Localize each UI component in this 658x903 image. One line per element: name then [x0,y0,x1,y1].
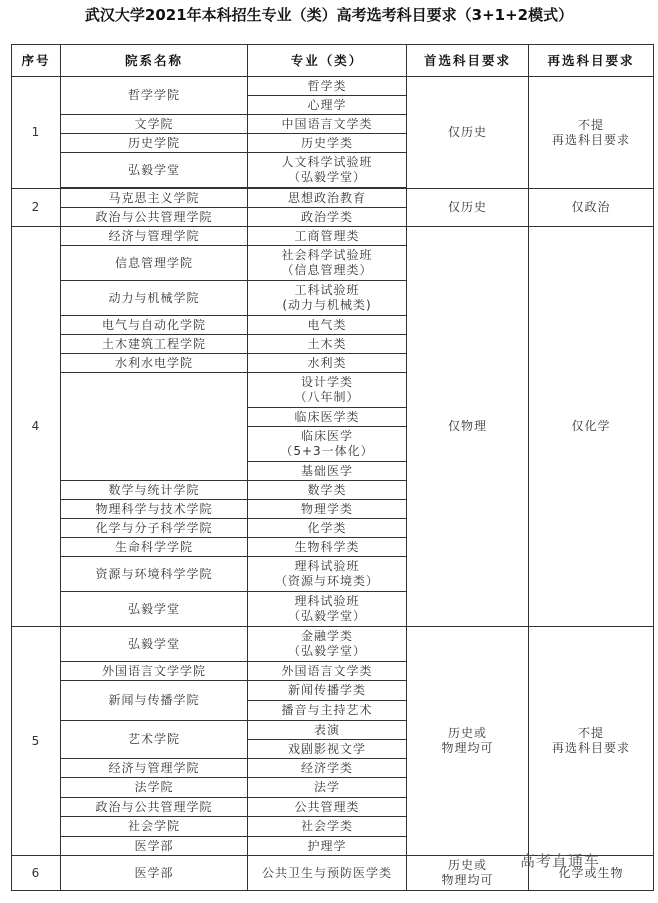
seq-cell: 2 [12,189,61,227]
header-seq: 序号 [12,45,61,77]
table-row [12,77,654,96]
major-cell: 经济学类 [248,759,407,778]
seq-cell: 1 [12,77,61,189]
major-cell: 化学类 [248,519,407,538]
table-row [12,189,654,208]
school-cell: 电气与自动化学院 [61,316,248,335]
major-cell: 戏剧影视文学 [248,740,407,759]
header-second-choice: 再选科目要求 [529,45,654,77]
school-cell: 艺术学院 [61,721,248,759]
first-choice-cell: 仅物理 [407,227,529,627]
school-cell: 文学院 [61,115,248,134]
major-cell: 中国语言文学类 [248,115,407,134]
header-row [12,45,654,77]
school-cell: 新闻与传播学院 [61,681,248,721]
school-cell: 弘毅学堂 [61,627,248,662]
school-cell: 经济与管理学院 [61,227,248,246]
table-row [12,627,654,662]
school-cell: 生命科学学院 [61,538,248,557]
school-cell: 马克思主义学院 [61,189,248,208]
major-cell: 公共管理类 [248,798,407,817]
major-cell: 社会学类 [248,817,407,837]
school-cell: 历史学院 [61,134,248,153]
major-cell: 临床医学类 [248,408,407,427]
school-cell: 数学与统计学院 [61,481,248,500]
second-choice-line: 不提 [577,117,604,132]
first-choice-cell: 仅历史 [407,77,529,189]
major-line: 人文科学试验班 [281,155,373,169]
major-cell: 数学类 [248,481,407,500]
school-cell: 社会学院 [61,817,248,837]
major-cell [248,627,407,662]
major-cell: 思想政治教育 [248,189,407,208]
school-cell: 经济与管理学院 [61,759,248,778]
major-cell: 心理学 [248,96,407,115]
first-choice-cell: 仅历史 [407,189,529,227]
school-cell: 土木建筑工程学院 [61,335,248,354]
school-cell: 动力与机械学院 [61,281,248,316]
major-cell [248,153,407,188]
subject-requirements-table [11,44,654,891]
seq-cell: 6 [12,856,61,891]
seq-cell: 5 [12,627,61,856]
school-cell: 物理科学与技术学院 [61,500,248,519]
major-cell: 法学 [248,778,407,798]
school-cell: 政治与公共管理学院 [61,798,248,817]
major-cell: 政治学类 [248,208,407,227]
first-choice-line: 历史或 [447,858,487,872]
major-line: （弘毅学堂） [287,644,366,658]
school-cell: 外国语言文学学院 [61,662,248,681]
header-major: 专业（类） [248,45,407,77]
second-choice-line: 再选科目要求 [551,132,630,147]
second-choice-cell: 仅化学 [529,227,654,627]
major-cell: 新闻传播学类 [248,681,407,701]
school-cell: 水利水电学院 [61,354,248,373]
table-row [12,227,654,246]
major-line: （弘毅学堂） [287,609,366,623]
major-line: (动力与机械类) [282,298,372,312]
major-line: （信息管理类） [281,263,373,277]
second-choice-cell [529,77,654,189]
major-cell: 工商管理类 [248,227,407,246]
major-line: （弘毅学堂） [287,170,366,184]
school-cell: 资源与环境科学学院 [61,557,248,592]
major-cell [248,557,407,592]
second-choice-line: 不提 [577,726,604,740]
major-cell: 水利类 [248,354,407,373]
major-cell: 外国语言文学类 [248,662,407,681]
major-cell: 护理学 [248,837,407,856]
page-title: 武汉大学2021年本科招生专业（类）高考选考科目要求（3+1+2模式） [84,6,574,24]
first-choice-line: 历史或 [447,726,487,740]
major-line: 临床医学 [300,429,353,443]
school-cell: 化学与分子科学学院 [61,519,248,538]
major-cell [248,281,407,316]
first-choice-line: 物理均可 [441,873,494,887]
school-cell [61,373,248,481]
first-choice-cell [407,627,529,856]
major-cell [248,246,407,281]
first-choice-cell [407,856,529,891]
school-cell: 哲学学院 [61,77,248,115]
school-cell: 法学院 [61,778,248,798]
major-line: 金融学类 [300,629,353,643]
major-line: （八年制） [294,390,360,404]
major-cell [248,373,407,408]
major-line: 设计学类 [300,375,353,389]
second-choice-cell: 化学或生物 [529,856,654,891]
major-cell: 物理学类 [248,500,407,519]
major-cell [248,427,407,462]
seq-cell: 4 [12,227,61,627]
first-choice-line: 物理均可 [441,741,494,755]
major-line: （5+3一体化） [280,444,374,458]
major-line: 社会科学试验班 [281,248,373,262]
school-cell: 信息管理学院 [61,246,248,281]
major-line: 工科试验班 [294,283,360,297]
header-school: 院系名称 [61,45,248,77]
major-cell: 哲学类 [248,77,407,96]
second-choice-cell [529,627,654,856]
watermark: 高考直通车 [520,852,601,870]
major-cell: 生物科学类 [248,538,407,557]
major-line: 理科试验班 [294,594,360,608]
major-cell: 历史学类 [248,134,407,153]
major-cell: 表演 [248,721,407,740]
major-line: 理科试验班 [294,559,360,573]
major-cell: 基础医学 [248,462,407,481]
major-line: （资源与环境类） [274,574,379,588]
second-choice-line: 再选科目要求 [551,741,630,755]
second-choice-cell: 仅政治 [529,189,654,227]
school-cell: 医学部 [61,856,248,891]
major-cell: 土木类 [248,335,407,354]
major-cell [248,592,407,627]
major-cell: 电气类 [248,316,407,335]
header-first-choice: 首选科目要求 [407,45,529,77]
major-cell: 播音与主持艺术 [248,701,407,721]
major-cell: 公共卫生与预防医学类 [248,856,407,891]
school-cell: 弘毅学堂 [61,592,248,627]
school-cell: 政治与公共管理学院 [61,208,248,227]
school-cell: 弘毅学堂 [61,153,248,188]
school-cell: 医学部 [61,837,248,856]
